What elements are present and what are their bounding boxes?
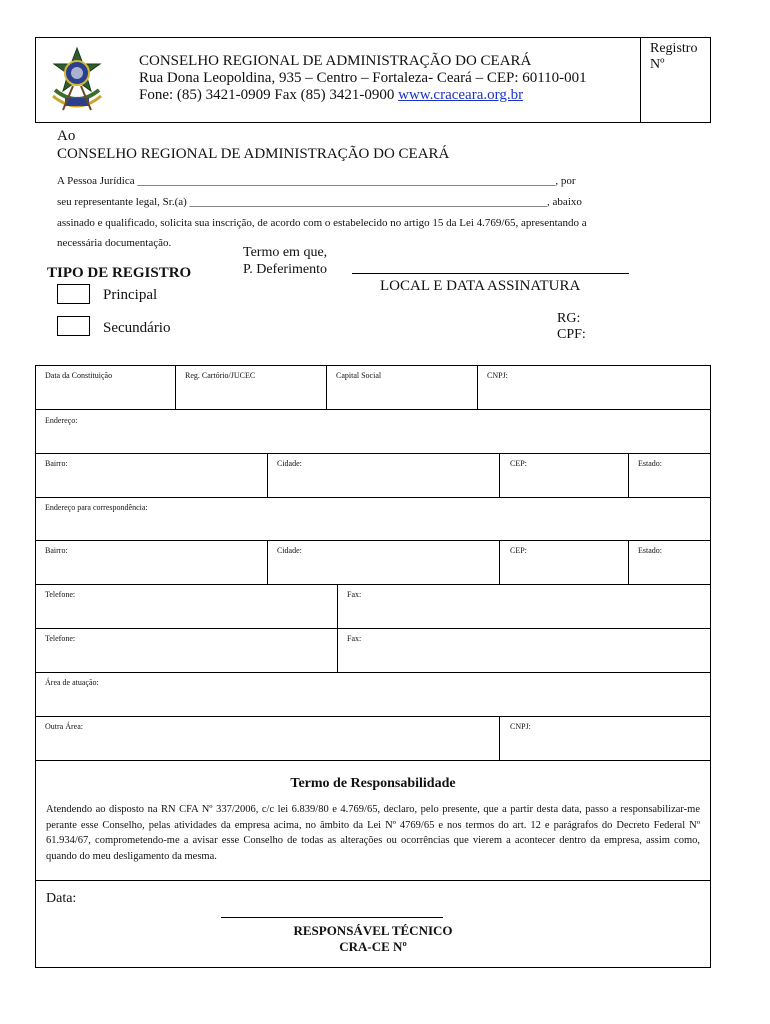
data-field[interactable]: Data: <box>46 891 77 906</box>
termo-responsabilidade-text: Atendendo ao disposto na RN CFA Nº 337/2006, c/c lei 6.839/80 e 4.769/65, declaro, pelo presente, que a partir desta data, passo a responsabilizar-me perante esse Conselho, pelas atividades da empresa acima, no âmbito da Lei Nº 4769/65 e nos termos do art. 12 e parágrafos do Decreto Federal Nº 61.934/67, comprometendo-me a avisar esse Conselho de todas as alterações ou ocorrências que vierem a acontecer dentro da empresa, assim como, quando do meu desligamento da mesma. <box>46 804 700 862</box>
secundario-label: Secundário <box>103 320 171 336</box>
signature-line <box>352 273 629 274</box>
tipo-registro-title: TIPO DE REGISTRO <box>47 265 192 281</box>
cra-ce-label: CRA-CE Nº <box>339 939 407 954</box>
col-divider <box>267 453 268 497</box>
col-divider <box>337 628 338 672</box>
cep-corresp-field[interactable]: CEP: <box>510 546 527 555</box>
registro-label: Registro Nº <box>650 41 698 72</box>
estado-corresp-field[interactable]: Estado: <box>638 546 662 555</box>
website-link[interactable]: www.craceara.org.br <box>398 87 524 103</box>
bairro-field[interactable]: Bairro: <box>45 459 68 468</box>
termo-responsabilidade-title: Termo de Responsabilidade <box>290 776 456 791</box>
letter-line-1: A Pessoa Jurídica ____________________________________________________________________________, por <box>57 175 576 187</box>
secundario-checkbox[interactable] <box>57 316 90 336</box>
cpf-label: CPF: <box>557 327 586 342</box>
addressee-org: CONSELHO REGIONAL DE ADMINISTRAÇÃO DO CEARÁ <box>57 146 450 162</box>
col-divider <box>175 366 176 409</box>
termo-em-que: Termo em que, <box>243 245 328 260</box>
estado-field[interactable]: Estado: <box>638 459 662 468</box>
col-divider <box>499 453 500 497</box>
principal-checkbox[interactable] <box>57 284 90 304</box>
col-divider <box>477 366 478 409</box>
cep-field[interactable]: CEP: <box>510 459 527 468</box>
telefone-field-1[interactable]: Telefone: <box>45 590 76 599</box>
local-data-assinatura: LOCAL E DATA ASSINATURA <box>380 278 581 294</box>
col-divider <box>628 453 629 497</box>
org-address: Rua Dona Leopoldina, 935 – Centro – Fortaleza- Ceará – CEP: 60110-001 <box>139 70 587 86</box>
letter-line-4: necessária documentação. <box>57 237 172 249</box>
responsavel-signature-line <box>221 917 443 918</box>
row-divider <box>36 628 710 629</box>
outra-area-field[interactable]: Outra Área: <box>45 722 83 731</box>
letter-line-2: seu representante legal, Sr.(a) _________________________________________________________________, abaixo <box>57 196 582 208</box>
area-atuacao-field[interactable]: Área de atuação: <box>45 678 99 687</box>
fax-field-2[interactable]: Fax: <box>347 634 362 643</box>
row-divider <box>36 760 710 761</box>
row-divider <box>36 453 710 454</box>
reg-cartorio-field[interactable]: Reg. Cartório/JUCEC <box>185 371 256 380</box>
data-constituicao-field[interactable]: Data da Constituição <box>45 371 113 380</box>
responsavel-tecnico-label: RESPONSÁVEL TÉCNICO <box>293 923 453 938</box>
row-divider <box>36 716 710 717</box>
rg-label: RG: <box>557 311 581 326</box>
col-divider <box>628 540 629 584</box>
p-deferimento: P. Deferimento <box>243 262 327 277</box>
cnpj-outra-field[interactable]: CNPJ: <box>510 722 531 731</box>
col-divider <box>499 540 500 584</box>
cnpj-field[interactable]: CNPJ: <box>487 371 508 380</box>
col-divider <box>326 366 327 409</box>
endereco-correspondencia-field[interactable]: Endereço para correspondência: <box>45 503 148 512</box>
registration-form-grid <box>35 365 711 968</box>
row-divider <box>36 880 710 881</box>
fax-field-1[interactable]: Fax: <box>347 590 362 599</box>
org-contact <box>139 87 523 104</box>
col-divider <box>267 540 268 584</box>
capital-social-field[interactable]: Capital Social <box>336 371 382 380</box>
row-divider <box>36 540 710 541</box>
addressee-ao: Ao <box>57 128 76 144</box>
row-divider <box>36 409 710 410</box>
bairro-corresp-field[interactable]: Bairro: <box>45 546 68 555</box>
letterhead <box>35 37 711 123</box>
endereco-field[interactable]: Endereço: <box>45 416 78 425</box>
col-divider <box>337 584 338 628</box>
coat-of-arms-emblem <box>45 46 109 114</box>
row-divider <box>36 497 710 498</box>
col-divider <box>499 716 500 760</box>
row-divider <box>36 672 710 673</box>
cidade-corresp-field[interactable]: Cidade: <box>277 546 302 555</box>
cidade-field[interactable]: Cidade: <box>277 459 302 468</box>
org-phone: Fone: (85) 3421-0909 Fax (85) 3421-0900 <box>139 87 399 103</box>
letter-line-3: assinado e qualificado, solicita sua inscrição, de acordo com o estabelecido no artigo 15 da Lei 4.769/65, apresentando a <box>57 217 587 229</box>
org-name: CONSELHO REGIONAL DE ADMINISTRAÇÃO DO CEARÁ <box>139 53 532 69</box>
principal-label: Principal <box>103 287 158 303</box>
header-divider <box>640 38 641 122</box>
telefone-field-2[interactable]: Telefone: <box>45 634 76 643</box>
row-divider <box>36 584 710 585</box>
